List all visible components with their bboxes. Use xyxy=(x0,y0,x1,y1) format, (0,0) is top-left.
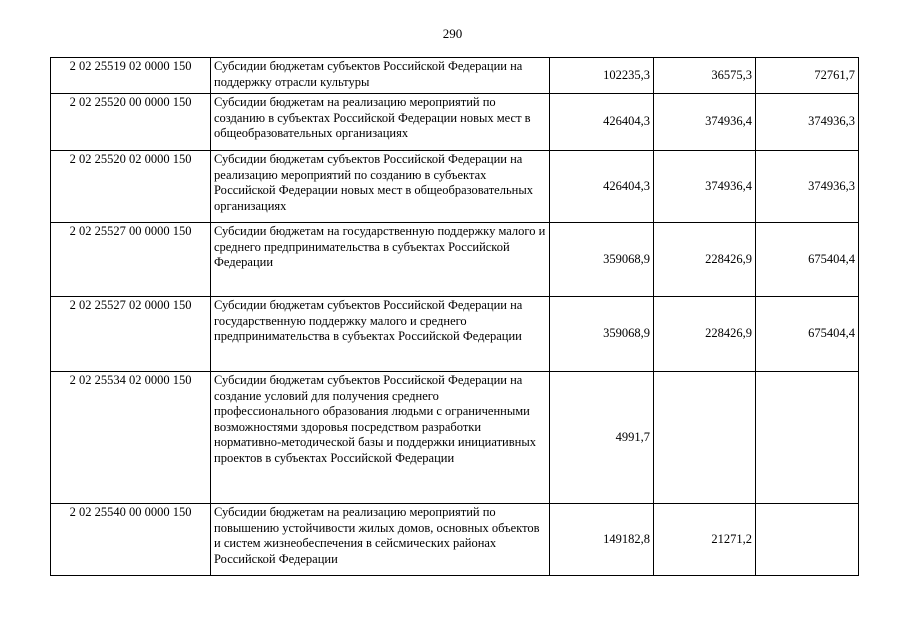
budget-code-cell: 2 02 25520 02 0000 150 xyxy=(51,151,211,223)
table-row xyxy=(51,297,859,372)
amount-col2-cell: 228426,9 xyxy=(654,223,756,297)
amount-col2-cell: 228426,9 xyxy=(654,297,756,372)
item-name-cell: Субсидии бюджетам субъектов Российской Федерации на реализацию мероприятий по созданию в субъектах Российской Федерации новых мест в общеобразовательных организациях xyxy=(211,151,550,223)
amount-col3-cell: 675404,4 xyxy=(756,223,859,297)
table-row xyxy=(51,504,859,576)
item-name-cell: Субсидии бюджетам на реализацию мероприятий по созданию в субъектах Российской Федерации новых мест в общеобразовательных организациях xyxy=(211,94,550,151)
amount-col1-cell: 359068,9 xyxy=(550,297,654,372)
table-row xyxy=(51,372,859,504)
amount-col2-cell: 374936,4 xyxy=(654,151,756,223)
table-row xyxy=(51,94,859,151)
page-number: 290 xyxy=(442,26,463,41)
amount-col1-cell: 102235,3 xyxy=(550,58,654,94)
amount-col3-cell xyxy=(756,372,859,504)
item-name-cell: Субсидии бюджетам субъектов Российской Федерации на поддержку отрасли культуры xyxy=(211,58,550,94)
amount-col3-cell: 72761,7 xyxy=(756,58,859,94)
item-name-cell: Субсидии бюджетам субъектов Российской Федерации на государственную поддержку малого и среднего предпринимательства в субъектах Российской Федерации xyxy=(211,297,550,372)
budget-code-cell: 2 02 25527 02 0000 150 xyxy=(51,297,211,372)
amount-col2-cell: 21271,2 xyxy=(654,504,756,576)
budget-table xyxy=(50,57,859,576)
amount-col2-cell: 374936,4 xyxy=(654,94,756,151)
amount-col3-cell: 374936,3 xyxy=(756,94,859,151)
table-row xyxy=(51,223,859,297)
amount-col3-cell: 675404,4 xyxy=(756,297,859,372)
table-row xyxy=(51,151,859,223)
amount-col3-cell xyxy=(756,504,859,576)
amount-col1-cell: 4991,7 xyxy=(550,372,654,504)
item-name-cell: Субсидии бюджетам на государственную поддержку малого и среднего предпринимательства в субъектах Российской Федерации xyxy=(211,223,550,297)
amount-col1-cell: 359068,9 xyxy=(550,223,654,297)
item-name-cell: Субсидии бюджетам на реализацию мероприятий по повышению устойчивости жилых домов, основных объектов и систем жизнеобеспечения в сейсмических районах Российской Федерации xyxy=(211,504,550,576)
budget-code-cell: 2 02 25540 00 0000 150 xyxy=(51,504,211,576)
budget-code-cell: 2 02 25519 02 0000 150 xyxy=(51,58,211,94)
amount-col2-cell xyxy=(654,372,756,504)
amount-col3-cell: 374936,3 xyxy=(756,151,859,223)
budget-code-cell: 2 02 25527 00 0000 150 xyxy=(51,223,211,297)
amount-col1-cell: 426404,3 xyxy=(550,151,654,223)
budget-code-cell: 2 02 25520 00 0000 150 xyxy=(51,94,211,151)
amount-col1-cell: 149182,8 xyxy=(550,504,654,576)
amount-col1-cell: 426404,3 xyxy=(550,94,654,151)
item-name-cell: Субсидии бюджетам субъектов Российской Федерации на создание условий для получения среднего профессионального образования людьми с ограниченными возможностями здоровья посредством разработки нормативно-методической базы и поддержки инициативных проектов в субъектах Российской Федерации xyxy=(211,372,550,504)
budget-code-cell: 2 02 25534 02 0000 150 xyxy=(51,372,211,504)
amount-col2-cell: 36575,3 xyxy=(654,58,756,94)
table-row xyxy=(51,58,859,94)
